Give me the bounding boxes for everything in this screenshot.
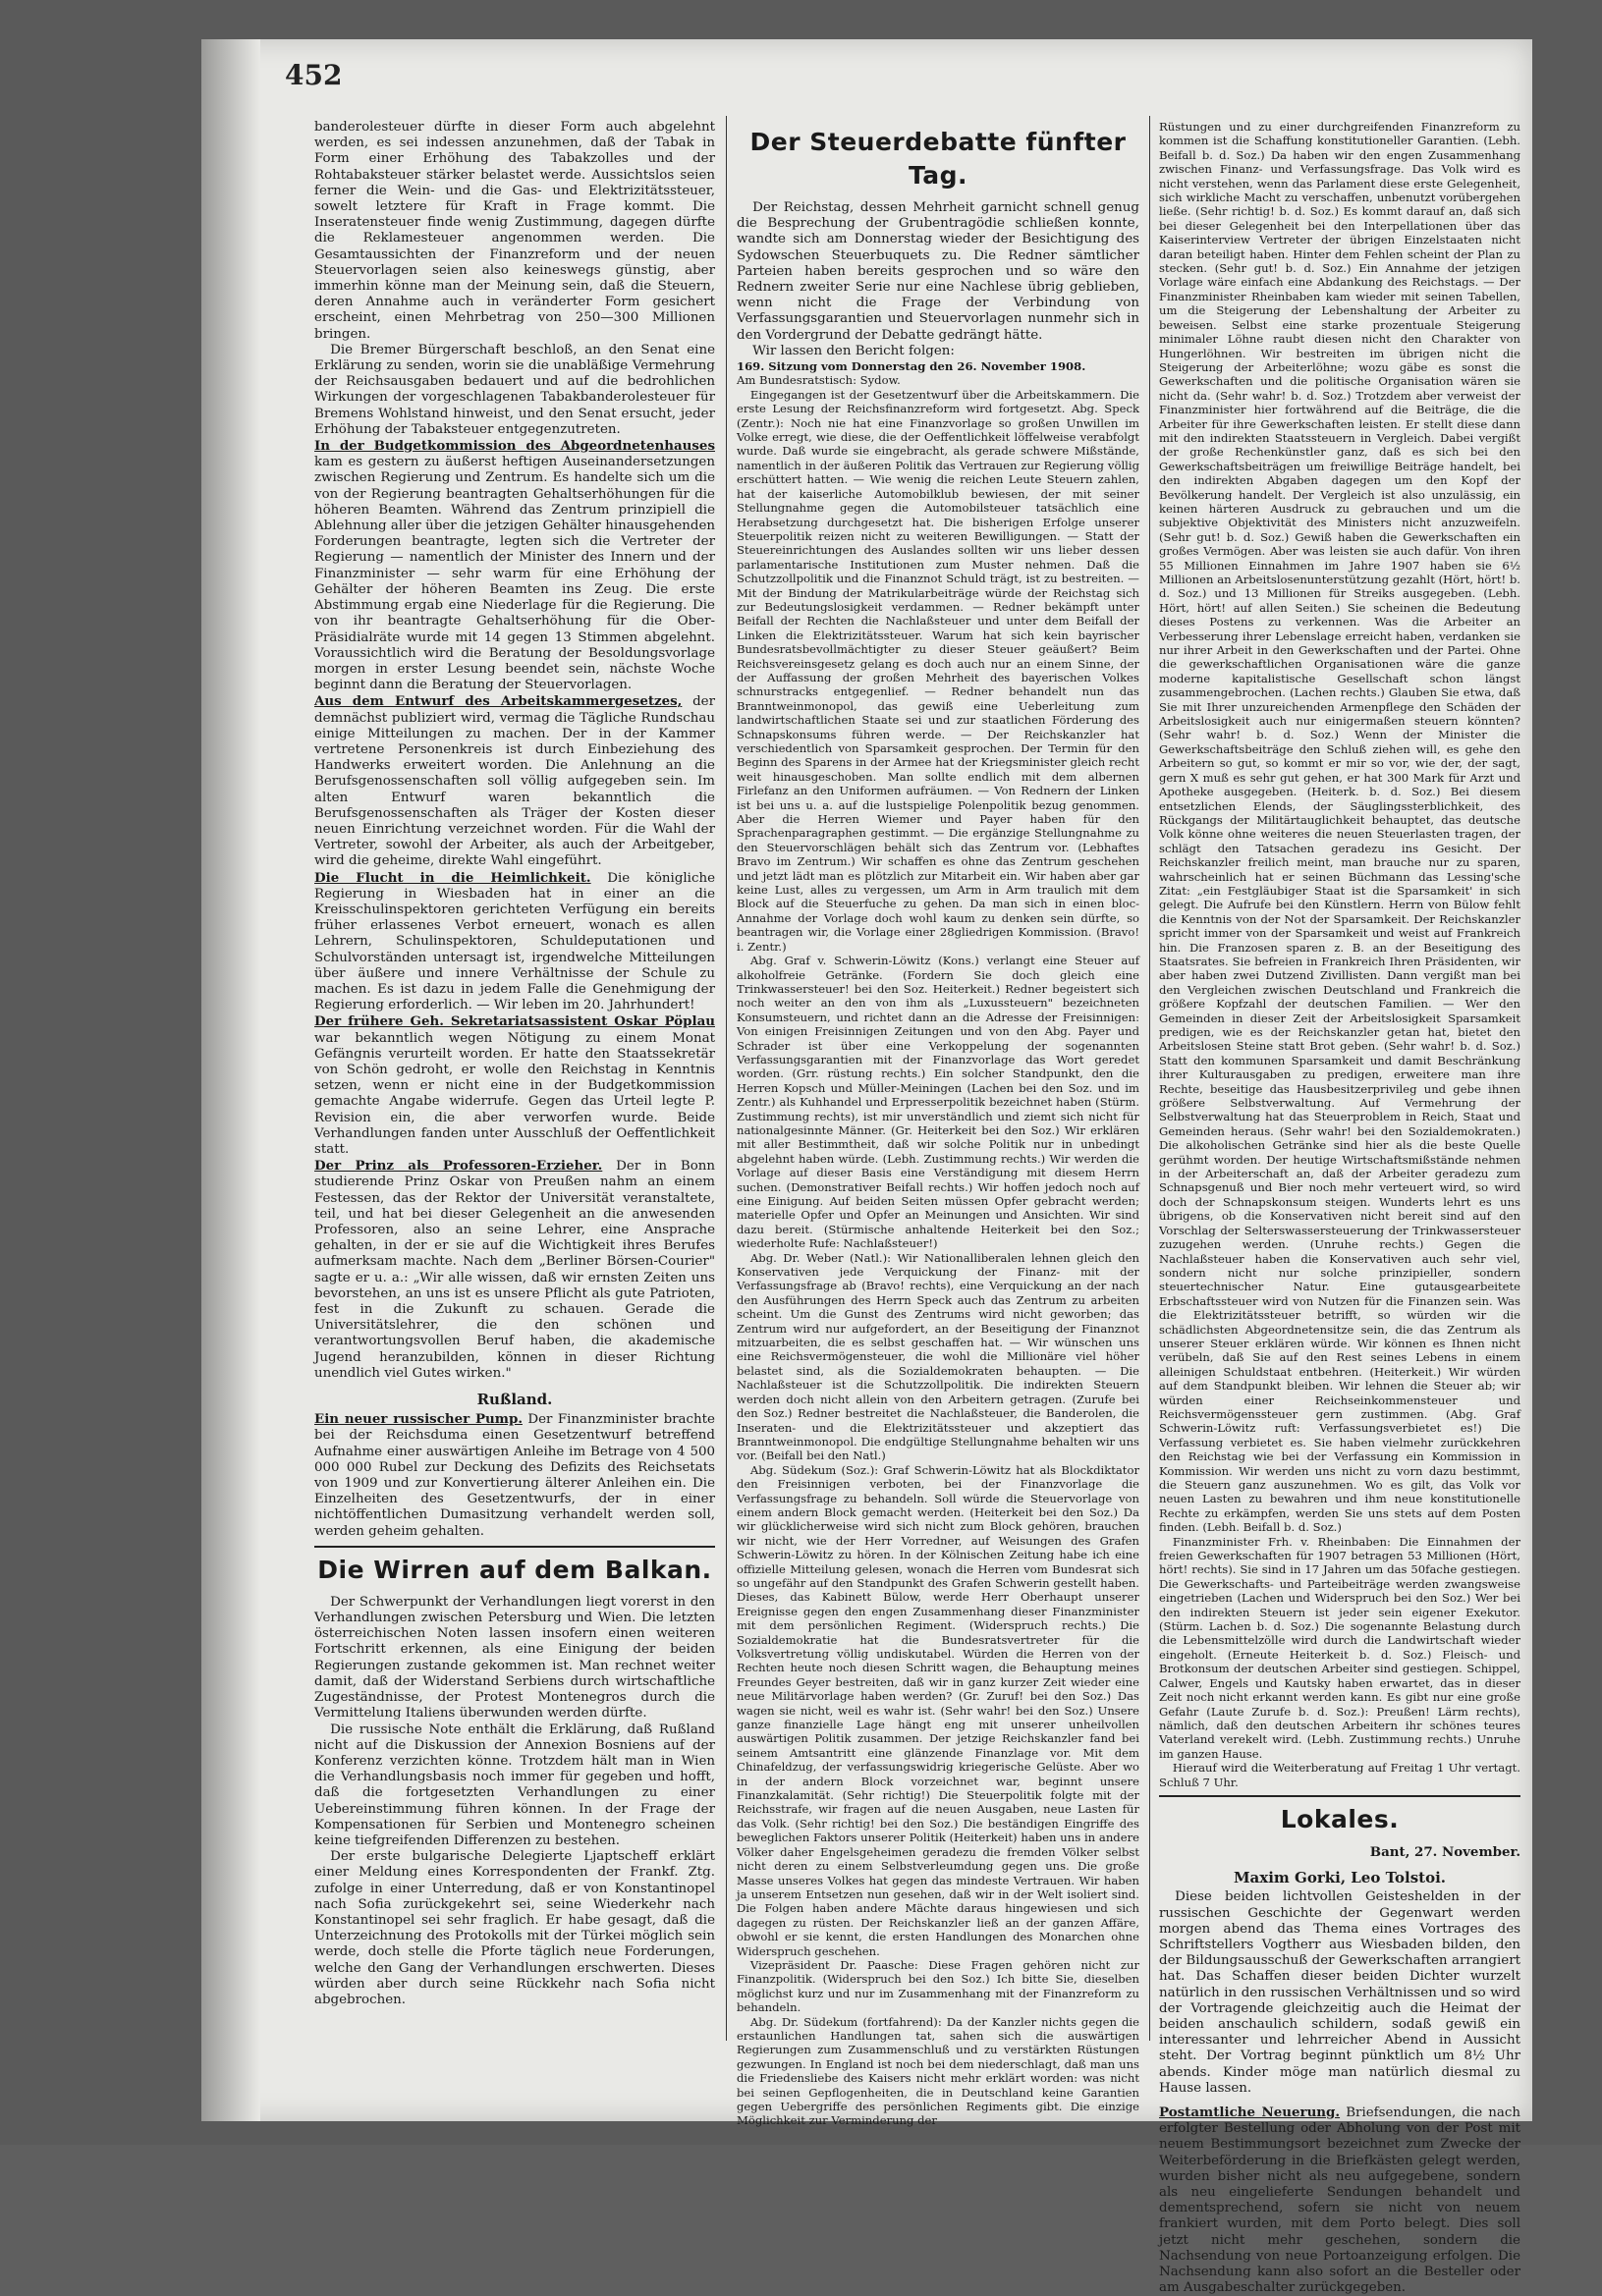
protocol-paragraph: Eingegangen ist der Gesetzentwurf über die Arbeitskammern. Die erste Lesung der Reichsfinanzreform wird fortgesetzt. Abg. Speck (Zentr.): Noch nie hat eine Finanzvorlage so großen Unwillen im Volke erregt, wie diese, die der Oeffentlichkeit löffelweise verabfolgt wurde. Daß wurde sie eingebracht, als gerade schwere Mißstände, namentlich in der äußeren Politik das Vertrauen zur Regierung völlig erschüttert hatten. — Wie wenig die reichen Leute Steuern zahlen, hat der kaiserliche Automobilklub bewiesen, der mit seiner Stellungnahme gegen die Automobilsteuer tatsächlich eine Herabsetzung durchgesetzt hat. Die bisherigen Erfolge unserer Steuerpolitik reizen nicht zu weiteren Bewilligungen. — Statt der Steuereinrichtungen des Auslandes sollten wir uns lieber dessen parlamentarische Institutionen zum Muster nehmen. Daß die Schutzzollpolitik und die Finanznot Schuld trägt, ist zu bestreiten. — Mit der Bindung der Matrikularbeiträge würde der Reichstag sich zur Bedeutungslosigkeit verdammen. — Redner bekämpft unter Beifall der Rechten die Nachlaßsteuer und unter dem Beifall der Linken die Elektrizitätssteuer. Warum hat sich kein bayrischer Bundesratsbevollmächtigter zu dieser Steuer geäußert? Beim Reichsvereinsgesetz gelang es doch auch nur an einem Sinne, der der Auffassung der großen Mehrheit des bayerischen Volkes schnurstracks entgegenlief. — Redner behandelt nun das Branntweinmonopol, das gewiß eine Ueberleitung zum landwirtschaftlichen Staate sei und zur staatlichen Förderung des Schnapskonsums führen werde. — Der Reichskanzler hat verschiedentlich von Sparsamkeit gesprochen. Der Termin für den Beginn des Sparens in der Armee hat der Kriegsminister gleich recht weit hinausgeschoben. Man sollte endlich mit dem albernen Firlefanz an den Uniformen aufräumen. — Von Rednern der Linken ist bei uns u. a. auf die lustspielige Polenpolitik bezug genommen. Aber die Herren Wiemer und Payer haben für den Sprachenparagraphen gestimmt. — Die ergänzige Stellungnahme zu den Steuervorschlägen behält sich das Zentrum vor. (Lebhaftes Bravo im Zentrum.) Wir schaffen es ohne das Zentrum geschehen und jetzt lädt man es plötzlich zur Mitarbeit ein. Wir haben aber gar keine Lust, alles zu vergessen, um Arm in Arm traulich mit dem Block auf die Steuerfuche zu gehen. Da man sich in einen bloc-Annahme der Vorlage doch wohl kaum zu denken sein dürfte, so beantragen wir, die Vorlage einer 28gliedrigen Kommission. (Bravo! i. Zentr.) [737, 387, 1139, 954]
protocol-paragraph: Finanzminister Frh. v. Rheinbaben: Die Einnahmen der freien Gewerkschaften für 1907 betragen 53 Millionen (Hört, hört! rechts). Sie sind in 17 Jahren um das 50fache gestiegen. Die Gewerkschafts- und Parteibeiträge werden zwangsweise eingetrieben (Lachen und Widerspruch bei den Soz.) Wer bei den indirekten Steuern ist jeder sein eigener Exekutor. (Stürm. Lachen b. d. Soz.) Die sogenannte Belastung durch die Lebensmittelzölle wird durch die Landwirtschaft wieder eingeholt. (Erneute Heiterkeit b. d. Soz.) Fleisch- und Brotkonsum der deutschen Arbeiter sind gestiegen. Schippel, Calwer, Engels und Kautsky haben erwartet, das in dieser Zeit noch nicht erkannt werden kann. Es gibt nur eine große Gefahr (Laute Zurufe b. d. Soz.): Preußen! Lärm rechts), nämlich, daß den deutschen Arbeitern ihr schönes teures Vaterland verekelt wird. (Lebh. Zustimmung rechts.) Unruhe im ganzen Hause. [1159, 1534, 1520, 1761]
article-paragraph [314, 1158, 715, 1382]
article-paragraph: Die russische Note enthält die Erklärung, daß Rußland nicht auf die Diskussion der Annexion Bosniens auf der Konferenz verzichten könne. Trotzdem hält man in Wien die Verhandlungsbasis noch immer für gegeben und hofft, daß die fortgesetzten Verhandlungen zu einer Uebereinstimmung führen können. In der Frage der Kompensationen für Serbien und Montenegro scheinen keine tiefgreifenden Differenzen zu bestehen. [314, 1722, 715, 1848]
protocol-paragraph: Abg. Graf v. Schwerin-Löwitz (Kons.) verlangt eine Steuer auf alkoholfreie Getränke. (Fordern Sie doch gleich eine Trinkwassersteuer! bei den Soz. Heiterkeit.) Redner begeistert sich noch weiter an den von ihm als „Luxussteuern" bezeichneten Konsumsteuern, und richtet dann an die Adresse der Freisinnigen: Von einigen Freisinnigen Zeitungen und von den Abg. Payer und Schrader ist über eine Verkoppelung der sogenannten Verfassungsgarantien mit der Finanzvorlage das Wort geredet worden. (Grr. rüstung rechts.) Ein solcher Standpunkt, den die Herren Kopsch und Müller-Meiningen (Lachen bei den Soz. und im Zentr.) als Kuhhandel und Erpresserpolitik bezeichnet haben (Stürm. Zustimmung rechts), ist mir unverständlich und ziemt sich nicht für nationalgesinnte Männer. (Gr. Heiterkeit bei den Soz.) Wir erklären mit aller Bestimmtheit, daß wir solche Politik nur in unbedingt abgelehnt haben würde. (Lebh. Zustimmung rechts.) Wir werden die Vorlage auf dieser Basis eine Verständigung mit diesem Herrn suchen. (Demonstrativer Beifall rechts.) Wir hoffen jedoch noch auf eine Einigung. Auf beiden Seiten müssen Opfer gebracht werden; materielle Opfer und Opfer an Meinungen und Ansichten. Wir sind dazu bereit. (Stürmische anhaltende Heiterkeit bei den Soz.; wiederholte Rufe: Nachlaßsteuer!) [737, 954, 1139, 1251]
protocol-paragraph: Hierauf wird die Weiterberatung auf Freitag 1 Uhr vertagt. Schluß 7 Uhr. [1159, 1761, 1520, 1789]
dateline: Bant, 27. November. [1369, 1843, 1520, 1860]
protocol-paragraph: Vizepräsident Dr. Paasche: Diese Fragen gehören nicht zur Finanzpolitik. (Widerspruch bei den Soz.) Ich bitte Sie, dieselben möglichst kurz und nur im Zusammenhang mit der Finanzreform zu behandeln. [737, 1957, 1139, 2015]
session-line: 169. Sitzung vom Donnerstag den 26. November 1908. [737, 359, 1086, 374]
protocol-paragraph: Abg. Dr. Südekum (fortfahrend): Da der Kanzler nichts gegen die erstaunlichen Handlungen tat, sahen sich die auswärtigen Regierungen zum Zusammenschluß und zu verstärkten Rüstungen gezwungen. In England ist noch bei dem niederschlagt, daß man uns die Friedensliebe des Kaisers nicht mehr erklärt worden: was nicht bei seinen Gepflogenheiten, die in Deutschland keine Garantien gegen Uebergriffe des persönlichen Regiments gibt. Die einzige Möglichkeit zur Verminderung der [737, 2014, 1139, 2128]
page-number: 452 [285, 59, 343, 91]
article-paragraph: Die Bremer Bürgerschaft beschloß, an den Senat eine Erklärung zu senden, worin sie die unabläßige Vermehrung der Reichsausgaben bedauert und auf die bedrohlichen Wirkungen der vorgeschlagenen Tabakbanderolesteuer für Bremens Wohlstand hinweist, und den Senat ersucht, jeder Erhöhung der Tabaksteuer entgegenzutreten. [314, 342, 715, 437]
news-headline: Aus dem Entwurf des Arbeitskammergesetzes, [314, 693, 683, 710]
article-paragraph [314, 1411, 715, 1540]
article-paragraph [314, 693, 715, 869]
news-headline: Die Flucht in die Heimlichkeit. [314, 869, 591, 886]
news-text: Der Finanzminister brachte bei der Reichsduma einen Gesetzentwurf betreffend Aufnahme einer auswärtigen Anleihe im Betrage von 4 500 000 000 Rubel zur Deckung des Defizits des Reichsetats von 1909 und zur Konvertierung älterer Anleihen ein. Die Einzelheiten des Gesetzentwurfs, der in einer nichtöffentlichen Dumasitzung verhandelt werden soll, werden geheim gehalten. [314, 1412, 715, 1539]
article-paragraph: banderolesteuer dürfte in dieser Form auch abgelehnt werden, es sei indessen anzunehmen, daß der Tabak in Form einer Erhöhung des Tabakzolles und der Rohtabaksteuer stärker belastet werde. Aussichtslos seien ferner die Wein- und die Gas- und Elektrizitätssteuer, sowelt letztere für Kraft in Frage kommt. Die Inseratensteuer finde wenig Zustimmung, dagegen dürfte die Reklamesteuer angenommen werden. Die Gesamtaussichten der Finanzreform und der neuen Steuervorlagen seien also keineswegs günstig, aber immerhin könne man der Meinung sein, daß die Steuern, deren Annahme auch in veränderter Form gesichert erscheint, einen Mehrbetrag von 250—300 Millionen bringen. [314, 120, 715, 342]
news-text: Briefsendungen, die nach erfolgter Bestellung oder Abholung von der Post mit neuem Bestimmungsort bezeichnet zum Zwecke der Weiterbeförderung in die Briefkästen gelegt werden, wurden bisher nicht als neu aufgegebene, sondern als neu eingelieferte Sendungen behandelt und dementsprechend, sofern sie nicht von neuem frankiert wurden, mit dem Porto belegt. Dies soll jetzt nicht mehr geschehen, sondern die Nachsendung von neue Portoanzeigung erfolgen. Die Nachsendung kann also sofort an die Besteller oder am Ausgabeschalter zurückgegeben. [1159, 2105, 1520, 2296]
section-heading-russland: Rußland. [476, 1391, 553, 1409]
news-text: war bekanntlich wegen Nötigung zu einem Monat Gefängnis verurteilt worden. Er hatte den Staatssekretär von Schön gedroht, er wolle den Reichstag in Kenntnis setzen, wenn er nicht eine in der Budgetkommission gemachte Angabe widerrufe. Gegen das Urteil legte P. Revision ein, die aber verworfen wurde. Beide Verhandlungen fanden unter Ausschluß der Oeffentlichkeit statt. [314, 1030, 715, 1157]
article-paragraph [314, 1013, 715, 1158]
news-text: Die königliche Regierung in Wiesbaden hat in einer an die Kreisschulinspektoren gerichteten Verfügung ein bereits früher erlassenes Verbot erneuert, wonach es allen Lehrern, Schulinspektoren, Schuldeputationen und Schulvorständen untersagt ist, irgendwelche Mitteilungen über äußere und innere Verhältnisse der Schule zu machen. Es ist dazu in jedem Falle die Genehmigung der Regierung erforderlich. — Wir leben im 20. Jahrhundert! [314, 870, 715, 1013]
headline-lokales: Lokales. [1280, 1804, 1400, 1833]
article-paragraph [314, 870, 715, 1014]
section-heading-gorki: Maxim Gorki, Leo Tolstoi. [1233, 1869, 1447, 1887]
news-headline: In der Budgetkommission des Abgeordnetenhauses [314, 438, 715, 455]
news-headline: Postamtliche Neuerung. [1159, 2104, 1341, 2120]
protocol-paragraph: Abg. Südekum (Soz.): Graf Schwerin-Löwitz hat als Blockdiktator den Freisinnigen verboten, bei der Finanzvorlage die Verfassungsfrage zu behandeln. Soll würde die Steuervorlage von einem andern Block gemacht werden. (Heiterkeit bei den Soz.) Da wir glücklicherweise wird sich nicht zum Block gehören, brauchen wir nicht, wie der Herr Vorredner, auf Weisungen des Grafen Schwerin-Löwitz zu hören. In der Kölnischen Zeitung habe ich eine offizielle Mitteilung gelesen, wonach die Herren vom Bundesrat sich so ungefähr auf den Standpunkt des Grafen Schwerin gestellt haben. Dieses, das Kabinett Bülow, werde Herr Oberhaupt unserer Ereignisse gegen den engen Zusammenhang dieser Finanzminister mit dem persönlichen Regiment. (Widerspruch rechts.) Die Sozialdemokratie hat die Bundesratsvertreter für die Volksvertretung völlig undiskutabel. Würden die Herren von der Rechten heute noch diesen Schritt wagen, die Behauptung meines Freundes Geyer bestreiten, daß wir in ganz kurzer Zeit wieder eine neue Militärvorlage haben werden? (Gr. Zuruf! bei den Soz.) Das wagen sie nicht, weil es wahr ist. (Sehr wahr! bei den Soz.) Unsere ganze finanzielle Lage hängt eng mit unserer unheilvollen auswärtigen Politik zusammen. Der jetzige Reichskanzler fand bei seinem Amtsantritt eine glänzende Finanzlage vor. Mit dem Chinafeldzug, der verfassungswidrig kriegerische Gelüste. Aber wo in der andern Block vorzeichnet war, beginnt unsere Finanzkalamität. (Sehr richtig!) Die Steuerpolitik folgte mit der Reichsstrafe, wir fragen auf die neuen Ausgaben, neue Lasten für das Volk. (Sehr richtig! bei den Soz.) Die beständigen Eingriffe des beweglichen Faktors unserer Politik (Heiterkeit) haben uns in andere Völker daher Engelsgeheimen geradezu die fremden Völker selbst nicht deren zu einem Selbstverleumdung gegen uns. Die große Masse unseres Volkes hat gegen das mindeste Vertrauen. Wir haben ja unserem Entsetzen nun gesehen, daß wir in der Welt isoliert sind. Die Folgen haben andere Mächte daraus hingewiesen und sich dagegen zu rüsten. Der Reichskanzler ließ an der ganzen Affäre, obwohl er sie kennt, die ersten Handlungen des Monarchen ohne Widerspruch geschehen. [737, 1462, 1139, 1958]
bundesrat-line: Am Bundesratstisch: Sydow. [737, 373, 901, 388]
column-right [1159, 120, 1520, 2296]
protocol-paragraph: Abg. Dr. Weber (Natl.): Wir Nationalliberalen lehnen gleich den Konservativen jede Verquickung der Finanz- mit der Verfassungsfrage ab (Bravo! rechts), eine Verquickung an der nach den Ausführungen des Herrn Speck auch das Zentrum zu arbeiten scheint. Um die Gunst des Zentrums wird nicht geworben; das Zentrum wird nur aufgefordert, an der Beseitigung der Finanznot mitzuarbeiten, die es selbst geschaffen hat. — Wir wünschen uns eine Reichsvermögensteuer, die wohl die Millionäre viel höher belastet sind, als die Sozialdemokraten behaupten. — Die Nachlaßsteuer ist die Schutzzollpolitik. Die indirekten Steuern werden doch nicht allein von den Arbeitern getragen. (Zurufe bei den Soz.) Redner bestreitet die Nachlaßsteuer, die Banderolen, die Inseraten- und die Elektrizitätssteuer und akzeptiert das Branntweinmonopol. Die endgültige Stellungnahme behalten wir uns vor. (Beifall bei den Natl.) [737, 1250, 1139, 1463]
news-headline: Der frühere Geh. Sekretariatsassistent Oskar Pöplau [314, 1013, 715, 1030]
protocol-paragraph: Rüstungen und zu einer durchgreifenden Finanzreform zu kommen ist die Schaffung konstitutioneller Garantien. (Lebh. Beifall b. d. Soz.) Da haben wir den engen Zusammenhang zwischen Finanz- und Verfassungsfrage. Das Volk wird es nicht verstehen, wenn das Parlament diese erste Gelegenheit, sich wirkliche Macht zu verschaffen, unbenutzt vorübergehen ließe. (Sehr richtig! b. d. Soz.) Es kommt darauf an, daß sich bei dieser Gelegenheit bei den Interpellationen über das Kaiserinterview Vertreter der übrigen Einzelstaaten nicht daran beteiligt haben. Hinter dem Fehlen scheint der Plan zu stecken. (Sehr gut! b. d. Soz.) Ein Annahme der jetzigen Vorlage wäre einfach eine Abdankung des Reichstags. — Der Finanzminister Rheinbaben kam wieder mit seinen Tabellen, um die Steigerung der Lebenshaltung der Arbeiter zu beweisen. Selbst eine starke prozentuale Steigerung minimaler Löhne raubt diesen nicht den Charakter von Hungerlöhnen. Wir bestreiten im übrigen nicht die Steigerung der Arbeiterlöhne; wozu gäbe es sonst die Gewerkschaften und die politische Organisation wären sie nicht da. (Sehr wahr! b. d. Soz.) Trotzdem aber verweist der Finanzminister hier fortwährend auf die Beiträge, die die Arbeiter für ihre Gewerkschaften leisten. Er stellt diese dann mit den indirekten Staatssteuern in Vergleich. Dabei vergißt der große Rechenkünstler ganz, daß es sich bei den Gewerkschaftsbeiträgen um freiwillige Beiträge handelt, bei den indirekten Abgaben dagegen um den Kopf der Bevölkerung handelt. Der Vergleich ist also unzulässig, ein keinen härteren Ausdruck zu gebrauchen und um die subjektive Objektivität des Ministers nicht anzuzweifeln. (Sehr gut! b. d. Soz.) Gewiß haben die Gewerkschaften ein großes Vermögen. Aber was leisten sie auch dafür. Von ihren 55 Millionen Einnahmen im Jahre 1907 haben sie 6½ Millionen an Arbeitslosenunterstützung gezahlt (Hört, hört! b. d. Soz.) und 13 Millionen für Streiks ausgegeben. (Lebh. Hört, hört! auf allen Seiten.) Sie scheinen die Bedeutung dieses Postens zu verkennen. Was die Arbeiter an Verbesserung ihrer Lebenslage erreicht haben, verdanken sie nur ihrer Arbeit in den Gewerkschaften und der Partei. Ohne die gewerkschaftlichen Organisationen wäre die ganze moderne kapitalistische Gesellschaft schon längst zusammengebrochen. (Lachen rechts.) Glauben Sie etwa, daß Sie mit Ihrer unzureichenden Armenpflege den Schäden der Arbeitslosigkeit auch nur einigermaßen steuern könnten? (Sehr wahr! b. d. Soz.) Wenn der Minister die Gewerkschaftsbeiträge den Schluß ziehen will, es gehe den Arbeitern so gut, so kommt er mir so vor, wie der, der sagt, gern X muß es sehr gut gehen, er hat 300 Mark für Arzt und Apotheke ausgegeben. (Heiterk. b. d. Soz.) Bei diesem entsetzlichen Elends, der Säuglingssterblichkeit, des Rückgangs der Militärtauglichkeit behauptet, das deutsche Volk könne ohne weiteres die neuen Steuerlasten tragen, der schlägt den Tatsachen geradezu ins Gesicht. Der Reichskanzler freilich meint, man brauche nur zu sparen, wahrscheinlich hat er seinen Büchmann das Lessing'sche Zitat: „ein Festgläubiger Staat ist die Sparsamkeit' in sich gelegt. Die Aufrufe bei den Künstlern. Herrn von Bülow fehlt die Kenntnis von der Not der Sparsamkeit. Der Reichskanzler spricht immer von der Sparsamkeit und weist auf Frankreich hin. Die Franzosen sparen z. B. an der Beseitigung des Staatsrates. Sie befreien in Frankreich Ihren Präsidenten, wir aber haben zwei Dutzend Zivillisten. Dann vergißt man bei den Vergleichen zwischen Deutschland und Frankreich die größere Kopfzahl der deutschen Familien. — Wer den Gemeinden in dieser Zeit der Arbeitslosigkeit Sparsamkeit predigen, wie es der Reichskanzler getan hat, bietet den Arbeitslosen Steine statt Brot geben. (Sehr wahr! b. d. Soz.) Statt den kommunen Sparsamkeit und damit Beschränkung ihrer Kulturausgaben zu predigen, erweitere man ihre Rechte, beseitige das Hausbesitzerprivileg und gebe ihnen größere Selbstverwaltung. Auf Vermehrung der Selbstverwaltung hat das Steuerproblem in Reich, Staat und Gemeinden heraus. (Sehr wahr! bei den Sozialdemokraten.) Die alkoholischen Getränke sind hier als die beste Quelle gerühmt worden. Der heutige Wirtschaftsmißstände nehmen in der Arbeiterschaft an, daß der Arbeiter geradezu zum Schnapsgenuß und Bier noch mehr verteuert wird, so wird doch der Schnapskonsum steigen. Wunderts lehrt es uns übrigens, ob die Konservativen nicht bereit sind auf den Vorschlag der Selterswassersteuerung der Trinkwassersteuer zuzugehen werden. (Unruhe rechts.) Gegen die Nachlaßsteuer haben die Konservativen auch sehr viel, sondern nicht nur solche prinzipieller, sondern steuertechnischer Natur. Eine gutausgearbeitete Erbschaftssteuer wird von Nutzen für die Finanzen sein. Was die Elektrizitätssteuer betrifft, so würden wir die schädlichsten Abgeordnetensitze sein, die das Zentrum als unserer Steuer erklären würde. Wir können es Ihnen nicht verübeln, daß Sie auf den Rest seines Lebens in einem alleinigen Schuldstaat entbehren. (Heiterkeit.) Wir würden auf dem Standpunkt bleiben. Wir lehnen die Steuer ab; wir würden einer Reichseinkommensteuer und Reichsvermögenssteuer gern zustimmen. (Abg. Graf Schwerin-Löwitz ruft: Verfassungsverbietet es!) Die Verfassung verbietet es. Sie haben vielmehr zurückkehren den Reichstag wie bei der Verfassung ein Kommission in Kommission. Wir werden uns nicht zu vorn dazu bestimmt, die Steuern ganz auszunehmen. Wo es gilt, das Volk vor neuen Lasten zu bewahren und ihm neue konstitutionelle Rechte zu erkämpfen, werden Sie uns stets auf dem Posten finden. (Lebh. Beifall b. d. Soz.) [1159, 120, 1520, 1535]
news-headline: Der Prinz als Professoren-Erzieher. [314, 1158, 603, 1175]
news-headline: Ein neuer russischer Pump. [314, 1411, 523, 1428]
page-gutter [201, 39, 260, 2121]
divider [1159, 1795, 1520, 1797]
article-paragraph [1159, 2105, 1520, 2296]
column-rule [1149, 116, 1150, 2041]
article-paragraph: Diese beiden lichtvollen Geisteshelden in der russischen Geschichte der Gegenwart werden morgen abend das Thema eines Vortrages des Schriftstellers Vogtherr aus Wiesbaden bilden, den der Bildungsausschuß der Gewerkschaften arrangiert hat. Das Schaffen dieser beiden Dichter wurzelt natürlich in den russischen Verhältnissen und so wird der Vortragende gleichzeitig auch die Heimat der beiden anschaulich schildern, sodaß gewiß ein interessanter und lehrreicher Abend in Aussicht steht. Der Vortrag beginnt pünktlich um 8½ Uhr abends. Kinder möge man natürlich diesmal zu Hause lassen. [1159, 1889, 1520, 2096]
headline-steuerdebatte: Der Steuerdebatte fünfter Tag. [749, 128, 1127, 190]
article-paragraph: Der Schwerpunkt der Verhandlungen liegt vorerst in den Verhandlungen zwischen Petersburg und Wien. Die letzten österreichischen Noten lassen insofern einen weiteren Fortschritt erkennen, als eine Einigung der beiden Regierungen zustande gekommen ist. Man rechnet weiter damit, daß der Widerstand Serbiens durch wirtschaftliche Zugeständnisse, der Protest Montenegros durch die Vermittelung Italiens überwunden werden dürfte. [314, 1594, 715, 1722]
news-text: kam es gestern zu äußerst heftigen Auseinandersetzungen zwischen Regierung und Zentrum. Es handelte sich um die von der Regierung beantragten Gehaltserhöhungen für die höheren Beamten. Während das Zentrum prinzipiell die Ablehnung aller über die jetzigen Gehälter hinausgehenden Forderungen beantragte, legten sich die Vertreter der Regierung — namentlich der Minister des Innern und der Finanzminister — sehr warm für eine Erhöhung der Gehälter der höheren Beamten ins Zeug. Die erste Abstimmung ergab eine Niederlage für die Regierung. Die von ihr beantragte Gehaltserhöhung für die Ober-Präsidialräte wurde mit 14 gegen 13 Stimmen abgelehnt. Voraussichtlich wird die Beratung der Besoldungsvorlage morgen in erster Lesung beendet sein, nächste Woche beginnt dann die Beratung der Steuervorlagen. [314, 455, 715, 693]
divider [314, 1546, 715, 1548]
headline-balkan: Die Wirren auf dem Balkan. [317, 1555, 712, 1584]
column-middle [737, 120, 1139, 2128]
column-rule [726, 116, 727, 2041]
article-paragraph: Der erste bulgarische Delegierte Ljaptscheff erklärt einer Meldung eines Korrespondenten der Frankf. Ztg. zufolge in einer Unterredung, daß er von Konstantinopel nach Sofia zurückgekehrt sei, seine Wiederkehr nach Konstantinopel sei sehr fraglich. Er habe gesagt, daß die Unterzeichnung des Protokolls mit der Türkei möglich sein werde, doch stelle die Pforte täglich neue Forderungen, welche den Gang der Verhandlungen erschwerten. Dieses würden aber durch seine Rückkehr nach Sofia nicht abgebrochen. [314, 1849, 715, 2007]
article-paragraph: Wir lassen den Bericht folgen: [752, 343, 955, 358]
news-text: der demnächst publiziert wird, vermag die Tägliche Rundschau einige Mitteilungen zu machen. Der in der Kammer vertretene Personenkreis ist durch Einbeziehung des Handwerks erweitert worden. Die Anlehnung an die Berufsgenossenschaften soll völlig aufgegeben sein. Im alten Entwurf waren bekanntlich die Berufsgenossenschaften als Träger der Kosten dieser neuen Einrichtung verzeichnet worden. Für die Wahl der Vertreter, sowohl der Arbeiter, als auch der Arbeitgeber, wird die geheime, direkte Wahl eingeführt. [314, 694, 715, 869]
article-paragraph: Der Reichstag, dessen Mehrheit garnicht schnell genug die Besprechung der Grubentragödie schließen konnte, wandte sich am Donnerstag wieder der Besichtigung des Sydowschen Steuerbuquets zu. Die Redner sämtlicher Parteien haben bereits gesprochen und so wäre den Rednern zweiter Serie nur eine Nachlese übrig geblieben, wenn nicht die Frage der Verbindung von Verfassungsgarantien und Steuervorlagen nunmehr sich in den Vordergrund der Debatte gedrängt hätte. [737, 200, 1139, 343]
column-left [314, 120, 715, 2084]
article-paragraph [314, 438, 715, 693]
news-text: Der in Bonn studierende Prinz Oskar von Preußen nahm an einem Festessen, das der Rektor der Universität veranstaltete, teil, und hat bei dieser Gelegenheit an die anwesenden Professoren, also an seine Lehrer, eine Ansprache gehalten, in der er sie auf die Wichtigkeit ihres Berufes aufmerksam machte. Nach dem „Berliner Börsen-Courier" sagte er u. a.: „Wir alle wissen, daß wir ernsten Zeiten uns bevorstehen, an uns ist es unsere Pflicht als gute Patrioten, fest in die Zukunft zu schauen. Gerade die Universitätslehrer, die den schönen und verantwortungsvollen Beruf haben, die akademische Jugend heranzubilden, können in dieser Richtung unendlich viel Gutes wirken." [314, 1159, 716, 1381]
